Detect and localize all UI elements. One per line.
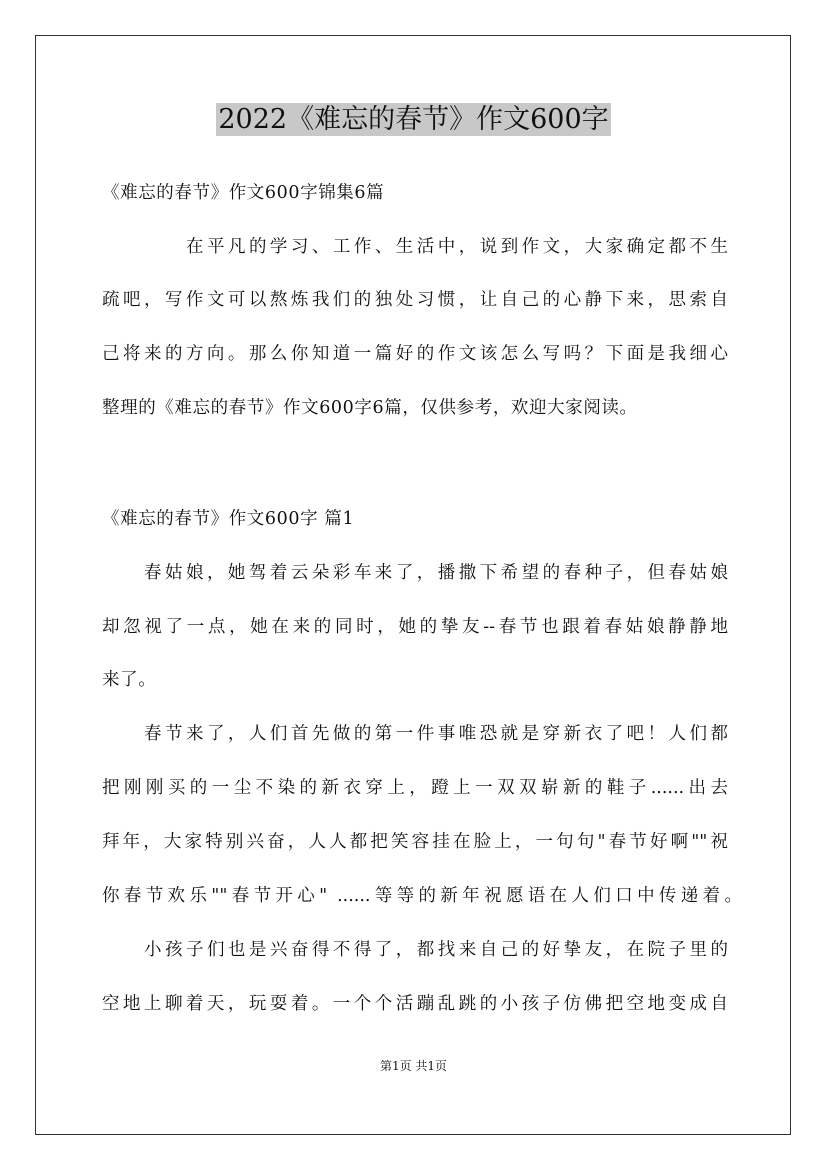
body-line-6: 拜年，大家特别兴奋，人人都把笑容挂在脸上，一句句"春节好啊""祝 [102,832,728,852]
body-line-3: 来了。 [102,670,157,690]
document-title [0,100,827,140]
body-line-4: 春节来了，人们首先做的第一件事唯恐就是穿新衣了吧！人们都 [144,724,728,744]
body-line-7: 你春节欢乐""春节开心" ......等等的新年祝愿语在人们口中传递着。 [102,886,742,906]
body-line-5: 把刚刚买的一尘不染的新衣穿上，蹬上一双双崭新的鞋子......出去 [102,778,728,798]
section-heading: 《难忘的春节》作文600字 篇1 [102,509,355,529]
document-title-text: 2022《难忘的春节》作文600字 [218,104,609,135]
intro-line-2: 疏吧，写作文可以熬炼我们的独处习惯，让自己的心静下来，思索自 [102,290,728,310]
body-line-1: 春姑娘，她驾着云朵彩车来了，播撒下希望的春种子，但春姑娘 [144,563,728,583]
page-footer: 第1页 共1页 [379,1059,448,1073]
intro-line-1: 在平凡的学习、工作、生活中，说到作文，大家确定都不生 [186,237,728,257]
document-subtitle: 《难忘的春节》作文600字锦集6篇 [102,183,385,203]
body-line-9: 空地上聊着天，玩耍着。一个个活蹦乱跳的小孩子仿佛把空地变成自 [102,994,728,1014]
body-line-8: 小孩子们也是兴奋得不得了，都找来自己的好挚友，在院子里的 [144,940,728,960]
intro-line-4: 整理的《难忘的春节》作文600字6篇，仅供参考，欢迎大家阅读。 [102,398,638,418]
body-line-2: 却忽视了一点，她在来的同时，她的挚友--春节也跟着春姑娘静静地 [102,617,728,637]
intro-line-3: 己将来的方向。那么你知道一篇好的作文该怎么写吗？下面是我细心 [102,344,728,364]
